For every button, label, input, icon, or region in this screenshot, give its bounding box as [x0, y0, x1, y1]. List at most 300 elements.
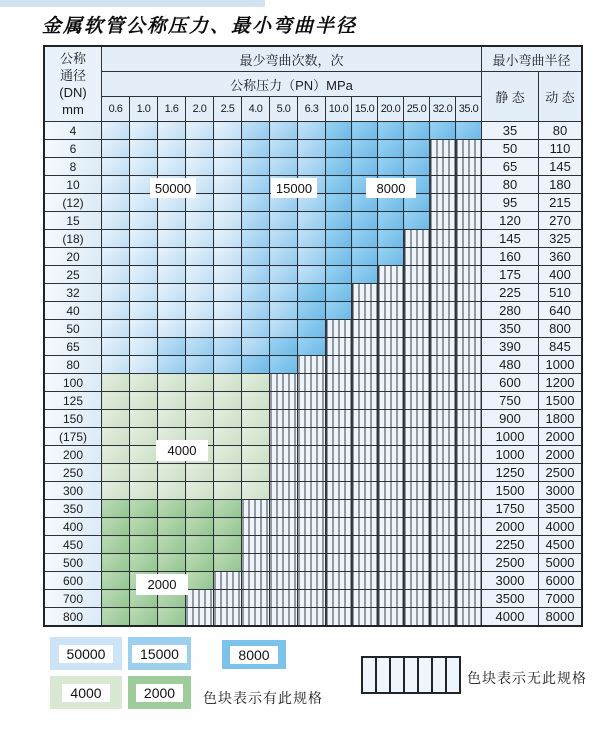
no-spec-cell: [430, 410, 456, 428]
spec-cell: [130, 320, 158, 338]
no-spec-cell: [352, 482, 378, 500]
no-spec-cell: [456, 446, 482, 464]
no-spec-cell: [404, 410, 430, 428]
table-row: [44, 554, 582, 572]
spec-cell: [214, 140, 242, 158]
pressure-col-header: 4.0: [242, 97, 270, 122]
no-spec-cell: [352, 320, 378, 338]
no-spec-cell: [456, 176, 482, 194]
table-row: [44, 302, 582, 320]
legend-chip-label: 8000: [230, 646, 277, 664]
spec-cell: [158, 500, 186, 518]
static-radius-cell: 280: [482, 302, 539, 320]
spec-cell: [298, 158, 326, 176]
table-row: [44, 212, 582, 230]
spec-cell: [102, 176, 130, 194]
spec-cell: [242, 266, 270, 284]
spec-cell: [214, 158, 242, 176]
no-spec-cell: [326, 410, 352, 428]
no-spec-cell: [298, 500, 326, 518]
no-spec-cell: [242, 608, 270, 627]
dynamic-radius-cell: 2000: [539, 446, 583, 464]
dn-cell: 100: [44, 374, 102, 392]
no-spec-cell: [456, 428, 482, 446]
no-spec-cell: [456, 266, 482, 284]
spec-cell: [130, 410, 158, 428]
dynamic-radius-cell: 4000: [539, 518, 583, 536]
spec-cell: [130, 536, 158, 554]
no-spec-cell: [430, 302, 456, 320]
no-spec-cell: [270, 554, 298, 572]
dynamic-radius-cell: 2500: [539, 464, 583, 482]
spec-cell: [214, 536, 242, 554]
no-spec-cell: [378, 500, 404, 518]
dynamic-radius-cell: 400: [539, 266, 583, 284]
no-spec-cell: [242, 536, 270, 554]
dn-header-line: mm: [62, 102, 84, 117]
spec-cell: [158, 482, 186, 500]
spec-cell: [186, 266, 214, 284]
no-spec-cell: [430, 194, 456, 212]
legend-chip-label: 15000: [132, 645, 187, 663]
no-spec-cell: [352, 554, 378, 572]
no-spec-cell: [270, 572, 298, 590]
spec-cell: [298, 248, 326, 266]
table-row: [44, 608, 582, 627]
no-spec-cell: [404, 482, 430, 500]
static-radius-cell: 145: [482, 230, 539, 248]
dynamic-radius-cell: 145: [539, 158, 583, 176]
table-row: [44, 320, 582, 338]
no-spec-cell: [378, 356, 404, 374]
table-row: [44, 482, 582, 500]
no-spec-cell: [214, 590, 242, 608]
spec-cell: [404, 212, 430, 230]
no-spec-cell: [326, 482, 352, 500]
spec-cell: [186, 248, 214, 266]
dynamic-header: 动 态: [539, 72, 583, 122]
static-radius-cell: 1500: [482, 482, 539, 500]
spec-cell: [130, 554, 158, 572]
static-radius-cell: 4000: [482, 608, 539, 627]
static-header: 静 态: [482, 72, 539, 122]
no-spec-cell: [430, 140, 456, 158]
dn-header-line: (DN): [59, 85, 87, 100]
spec-cell: [186, 410, 214, 428]
spec-cell: [352, 158, 378, 176]
no-spec-cell: [430, 266, 456, 284]
dn-cell: 80: [44, 356, 102, 374]
no-spec-cell: [352, 410, 378, 428]
spec-cell: [326, 122, 352, 140]
no-spec-cell: [298, 446, 326, 464]
spec-cell: [158, 248, 186, 266]
table-row: [44, 536, 582, 554]
spec-cell: [298, 122, 326, 140]
no-spec-cell: [352, 356, 378, 374]
dn-cell: 800: [44, 608, 102, 627]
no-spec-cell: [404, 428, 430, 446]
no-spec-cell: [270, 446, 298, 464]
no-spec-cell: [378, 518, 404, 536]
no-spec-cell: [456, 572, 482, 590]
static-radius-cell: 750: [482, 392, 539, 410]
spec-cell: [102, 536, 130, 554]
no-spec-cell: [378, 302, 404, 320]
table-row: [44, 284, 582, 302]
no-spec-cell: [456, 302, 482, 320]
spec-cell: [130, 392, 158, 410]
dn-cell: 150: [44, 410, 102, 428]
no-spec-cell: [404, 518, 430, 536]
dn-cell: 50: [44, 320, 102, 338]
no-spec-cell: [352, 590, 378, 608]
spec-cell: [130, 464, 158, 482]
spec-cell: [270, 284, 298, 302]
spec-cell: [158, 554, 186, 572]
no-spec-cell: [378, 338, 404, 356]
spec-cell: [242, 374, 270, 392]
spec-cell: [186, 356, 214, 374]
static-radius-cell: 350: [482, 320, 539, 338]
dn-cell: 250: [44, 464, 102, 482]
pressure-col-header: 20.0: [378, 97, 404, 122]
spec-cell: [214, 122, 242, 140]
legend-no-spec-swatch: [361, 656, 461, 694]
static-radius-cell: 160: [482, 248, 539, 266]
spec-cell: [186, 320, 214, 338]
spec-cell: [298, 266, 326, 284]
dn-cell: 40: [44, 302, 102, 320]
no-spec-cell: [404, 572, 430, 590]
spec-cell: [214, 194, 242, 212]
spec-cell: [102, 230, 130, 248]
spec-cell: [378, 230, 404, 248]
no-spec-cell: [270, 608, 298, 627]
dynamic-radius-cell: 80: [539, 122, 583, 140]
dynamic-radius-cell: 4500: [539, 536, 583, 554]
pressure-col-header: 2.5: [214, 97, 242, 122]
spec-table: [43, 45, 583, 627]
spec-cell: [214, 248, 242, 266]
spec-cell: [242, 284, 270, 302]
table-row: [44, 392, 582, 410]
spec-cell: [130, 266, 158, 284]
no-spec-cell: [456, 482, 482, 500]
spec-cell: [158, 410, 186, 428]
dynamic-radius-cell: 110: [539, 140, 583, 158]
no-spec-cell: [378, 284, 404, 302]
static-radius-cell: 65: [482, 158, 539, 176]
no-spec-cell: [214, 572, 242, 590]
spec-cell: [270, 140, 298, 158]
spec-cell: [298, 302, 326, 320]
no-spec-cell: [404, 446, 430, 464]
no-spec-cell: [352, 518, 378, 536]
spec-cell: [186, 518, 214, 536]
no-spec-cell: [298, 428, 326, 446]
spec-cell: [102, 212, 130, 230]
no-spec-cell: [378, 446, 404, 464]
no-spec-cell: [430, 158, 456, 176]
spec-cell: [326, 194, 352, 212]
table-row: [44, 572, 582, 590]
spec-cell: [404, 140, 430, 158]
no-spec-cell: [352, 536, 378, 554]
spec-cell: [130, 374, 158, 392]
spec-cell: [130, 140, 158, 158]
table-row: [44, 590, 582, 608]
table-row: [44, 338, 582, 356]
pressure-col-header: 10.0: [326, 97, 352, 122]
table-row: [44, 356, 582, 374]
spec-cell: [186, 500, 214, 518]
dn-cell: 6: [44, 140, 102, 158]
dn-cell: 200: [44, 446, 102, 464]
dynamic-radius-cell: 510: [539, 284, 583, 302]
no-spec-cell: [270, 392, 298, 410]
dn-cell: 15: [44, 212, 102, 230]
static-radius-cell: 390: [482, 338, 539, 356]
static-radius-cell: 2500: [482, 554, 539, 572]
dn-cell: 10: [44, 176, 102, 194]
no-spec-cell: [378, 374, 404, 392]
no-spec-cell: [352, 374, 378, 392]
spec-cell: [102, 320, 130, 338]
no-spec-cell: [404, 338, 430, 356]
spec-cell: [102, 590, 130, 608]
spec-cell: [242, 482, 270, 500]
spec-cell: [158, 338, 186, 356]
spec-cell: [404, 122, 430, 140]
bend-cycles-header: 最少弯曲次数，次: [102, 46, 482, 72]
dn-cell: 450: [44, 536, 102, 554]
table-row: [44, 266, 582, 284]
dn-header: [44, 46, 102, 122]
spec-cell: [270, 266, 298, 284]
no-spec-cell: [326, 338, 352, 356]
no-spec-cell: [404, 590, 430, 608]
spec-cell: [326, 248, 352, 266]
spec-cell: [186, 464, 214, 482]
table-row: [44, 410, 582, 428]
spec-cell: [186, 338, 214, 356]
table-row: [44, 248, 582, 266]
no-spec-cell: [352, 284, 378, 302]
dn-cell: 400: [44, 518, 102, 536]
no-spec-cell: [326, 356, 352, 374]
spec-cell: [242, 248, 270, 266]
spec-cell: [214, 518, 242, 536]
table-row: [44, 446, 582, 464]
spec-cell: [130, 230, 158, 248]
no-spec-cell: [404, 284, 430, 302]
spec-cell: [130, 122, 158, 140]
pressure-col-header: 1.0: [130, 97, 158, 122]
spec-cell: [352, 122, 378, 140]
no-spec-cell: [270, 500, 298, 518]
spec-cell: [378, 212, 404, 230]
dynamic-radius-cell: 2000: [539, 428, 583, 446]
no-spec-cell: [430, 464, 456, 482]
no-spec-cell: [430, 248, 456, 266]
spec-cell: [130, 302, 158, 320]
spec-cell: [130, 446, 158, 464]
no-spec-cell: [404, 320, 430, 338]
no-spec-cell: [352, 392, 378, 410]
legend-has-spec-text: 色块表示有此规格: [203, 690, 323, 706]
spec-cell: [298, 212, 326, 230]
no-spec-cell: [378, 536, 404, 554]
no-spec-cell: [270, 590, 298, 608]
dn-cell: (175): [44, 428, 102, 446]
no-spec-cell: [326, 464, 352, 482]
static-radius-cell: 120: [482, 212, 539, 230]
spec-cell: [214, 392, 242, 410]
no-spec-cell: [430, 212, 456, 230]
static-radius-cell: 3500: [482, 590, 539, 608]
dynamic-radius-cell: 845: [539, 338, 583, 356]
spec-cell: [214, 554, 242, 572]
static-radius-cell: 80: [482, 176, 539, 194]
spec-cell: [130, 608, 158, 627]
spec-cell: [102, 284, 130, 302]
spec-cell: [298, 338, 326, 356]
pressure-col-header: 25.0: [404, 97, 430, 122]
static-radius-cell: 1250: [482, 464, 539, 482]
dn-cell: 32: [44, 284, 102, 302]
dynamic-radius-cell: 1500: [539, 392, 583, 410]
table-row: [44, 140, 582, 158]
dn-cell: 700: [44, 590, 102, 608]
overlay-label-8000: 8000: [366, 178, 416, 198]
no-spec-cell: [270, 464, 298, 482]
no-spec-cell: [298, 590, 326, 608]
dynamic-radius-cell: 6000: [539, 572, 583, 590]
legend-chip-15000: [128, 637, 191, 670]
spec-cell: [270, 248, 298, 266]
no-spec-cell: [456, 284, 482, 302]
spec-cell: [352, 266, 378, 284]
no-spec-cell: [430, 518, 456, 536]
no-spec-cell: [352, 572, 378, 590]
spec-cell: [214, 302, 242, 320]
no-spec-cell: [430, 338, 456, 356]
spec-cell: [186, 158, 214, 176]
no-spec-cell: [378, 428, 404, 446]
spec-cell: [186, 392, 214, 410]
spec-cell: [158, 518, 186, 536]
no-spec-cell: [242, 518, 270, 536]
spec-cell: [186, 230, 214, 248]
spec-cell: [352, 140, 378, 158]
no-spec-cell: [298, 536, 326, 554]
no-spec-cell: [242, 572, 270, 590]
table-row: [44, 230, 582, 248]
no-spec-cell: [352, 464, 378, 482]
no-spec-cell: [242, 554, 270, 572]
static-radius-cell: 175: [482, 266, 539, 284]
spec-cell: [102, 248, 130, 266]
spec-cell: [242, 140, 270, 158]
spec-cell: [326, 266, 352, 284]
spec-cell: [158, 158, 186, 176]
spec-cell: [378, 140, 404, 158]
page-top-strip: [0, 0, 265, 7]
no-spec-cell: [270, 536, 298, 554]
legend-chip-50000: [50, 637, 122, 670]
no-spec-cell: [298, 608, 326, 627]
spec-cell: [378, 248, 404, 266]
table-row: [44, 464, 582, 482]
no-spec-cell: [430, 446, 456, 464]
pressure-col-header: 0.6: [102, 97, 130, 122]
spec-cell: [214, 212, 242, 230]
spec-cell: [270, 230, 298, 248]
spec-cell: [270, 122, 298, 140]
no-spec-cell: [326, 518, 352, 536]
pressure-col-header: 1.6: [158, 97, 186, 122]
dn-cell: 600: [44, 572, 102, 590]
spec-cell: [430, 122, 456, 140]
no-spec-cell: [352, 302, 378, 320]
spec-cell: [158, 392, 186, 410]
static-radius-cell: 50: [482, 140, 539, 158]
spec-cell: [214, 338, 242, 356]
spec-cell: [186, 572, 214, 590]
static-radius-cell: 900: [482, 410, 539, 428]
dynamic-radius-cell: 1800: [539, 410, 583, 428]
spec-cell: [158, 374, 186, 392]
spec-cell: [456, 122, 482, 140]
static-radius-cell: 95: [482, 194, 539, 212]
no-spec-cell: [456, 140, 482, 158]
no-spec-cell: [298, 518, 326, 536]
no-spec-cell: [456, 320, 482, 338]
no-spec-cell: [326, 374, 352, 392]
no-spec-cell: [430, 536, 456, 554]
spec-cell: [102, 392, 130, 410]
table-row: [44, 122, 582, 140]
spec-cell: [186, 284, 214, 302]
no-spec-cell: [378, 554, 404, 572]
no-spec-cell: [298, 572, 326, 590]
spec-cell: [326, 230, 352, 248]
static-radius-cell: 600: [482, 374, 539, 392]
no-spec-cell: [404, 230, 430, 248]
dynamic-radius-cell: 7000: [539, 590, 583, 608]
no-spec-cell: [326, 320, 352, 338]
dynamic-radius-cell: 360: [539, 248, 583, 266]
spec-cell: [102, 464, 130, 482]
no-spec-cell: [430, 590, 456, 608]
static-radius-cell: 1750: [482, 500, 539, 518]
spec-cell: [102, 122, 130, 140]
bend-radius-header: 最小弯曲半径: [482, 46, 583, 72]
spec-cell: [102, 338, 130, 356]
no-spec-cell: [404, 464, 430, 482]
no-spec-cell: [378, 320, 404, 338]
spec-cell: [158, 212, 186, 230]
no-spec-cell: [270, 374, 298, 392]
no-spec-cell: [378, 590, 404, 608]
dn-cell: 125: [44, 392, 102, 410]
no-spec-cell: [326, 500, 352, 518]
legend-chip-8000: [222, 640, 286, 669]
spec-cell: [242, 320, 270, 338]
spec-cell: [102, 158, 130, 176]
no-spec-cell: [456, 608, 482, 627]
